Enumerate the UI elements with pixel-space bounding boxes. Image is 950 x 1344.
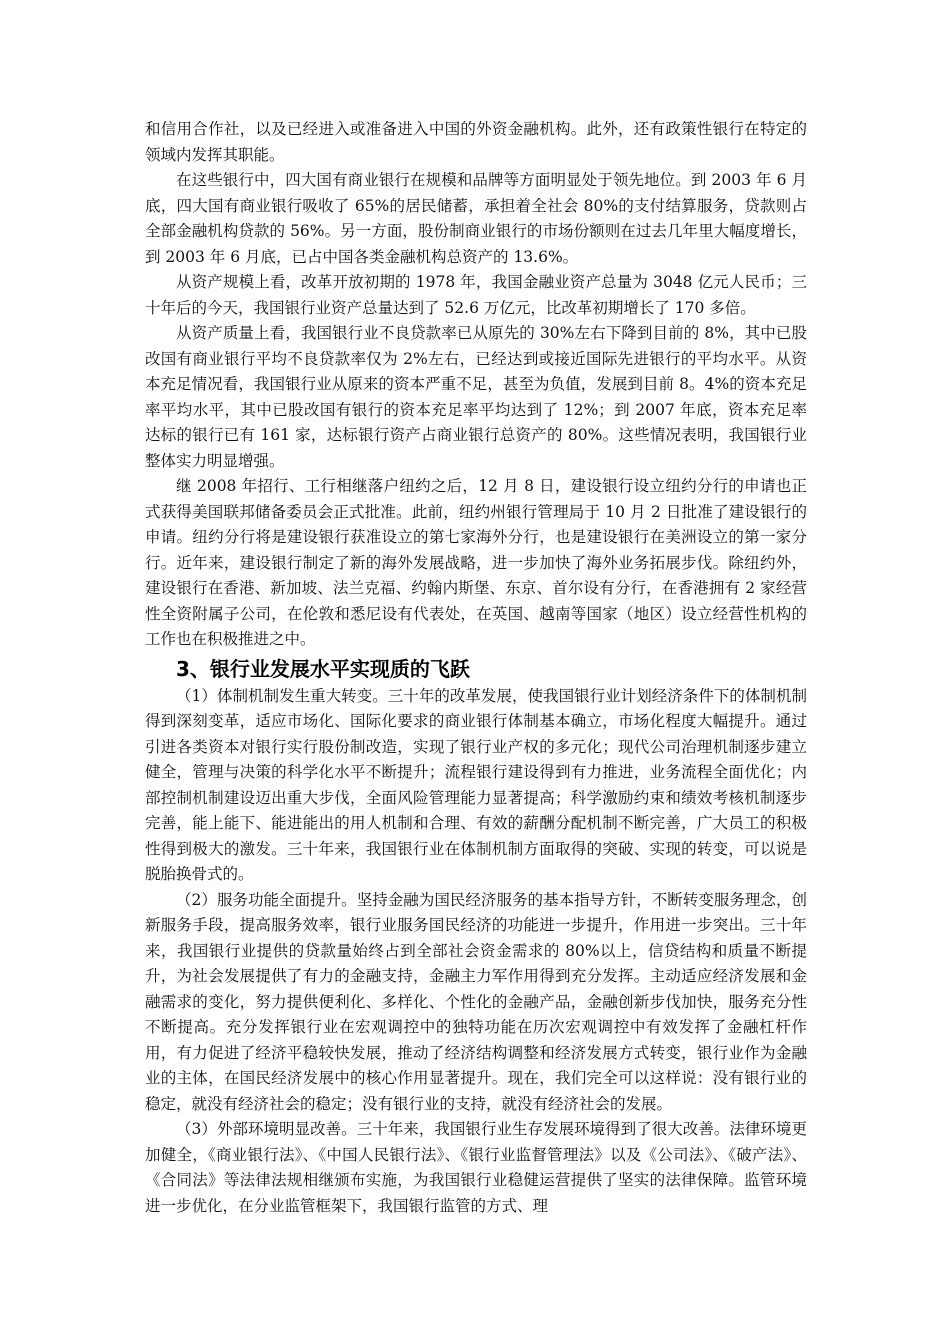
section-heading: 3、银行业发展水平实现质的飞跃 (176, 656, 470, 681)
paragraph-asset-quality: 从资产质量上看，我国银行业不良贷款率已从原先的 30%左右下降到目前的 8%，其中已股改国有商业银行平均不良贷款率仅为 2%左右，已经达到或接近国际先进银行的平均水平。从资本充足情况看，我国银行业从原来的资本严重不足，甚至为负值，发展到目前 8。4%的资本充足率平均水平，其中已股改国有银行的资本充足率平均达到了 12%；到 2007 年底，资本充足率达标的银行已有 161 家，达标银行资产占商业银行总资产的 80%。这些情况表明，我国银行业整体实力明显增强。 (145, 324, 807, 470)
paragraph-service-function: （2）服务功能全面提升。坚持金融为国民经济服务的基本指导方针，不断转变服务理念，创新服务手段，提高服务效率，银行业服务国民经济的功能进一步提升，作用进一步突出。三十年来，我国银行业提供的贷款量始终占到全部社会资金需求的 80%以上，信贷结构和质量不断提升，为社会发展提供了有力的金融支持，金融主力军作用得到充分发挥。主动适应经济发展和金融需求的变化，努力提供便利化、多样化、个性化的金融产品，金融创新步伐加快，服务充分性不断提高。充分发挥银行业在宏观调控中的独特功能在历次宏观调控中有效发挥了金融杠杆作用，有力促进了经济平稳较快发展，推动了经济结构调整和经济发展方式转变，银行业作为金融业的主体，在国民经济发展中的核心作用显著提升。现在，我们完全可以这样说：没有银行业的稳定，就没有经济社会的稳定；没有银行业的支持，就没有经济社会的发展。 (145, 890, 807, 1113)
paragraph-external-environment: （3）外部环境明显改善。三十年来，我国银行业生存发展环境得到了很大改善。法律环境更加健全，《商业银行法》、《中国人民银行法》、《银行业监督管理法》以及《公司法》、《破产法》、《合同法》等法律法规相继颁布实施，为我国银行业稳健运营提供了坚实的法律保障。监管环境进一步优化，在分业监管框架下，我国银行监管的方式、理 (145, 1120, 807, 1215)
paragraph-ccb-new-york: 继 2008 年招行、工行相继落户纽约之后，12 月 8 日，建设银行设立纽约分行的申请也正式获得美国联邦储备委员会正式批准。此前，纽约州银行管理局于 10 月 2 日批准了建设银行的申请。纽约分行将是建设银行获准设立的第七家海外分行，也是建设银行在美洲设立的第一家分行。近年来，建设银行制定了新的海外发展战略，进一步加快了海外业务拓展步伐。除纽约外，建设银行在香港、新加坡、法兰克福、约翰内斯堡、东京、首尔设有分行，在香港拥有 2 家经营性全资附属子公司，在伦敦和悉尼设有代表处，在英国、越南等国家（地区）设立经营性机构的工作也在积极推进之中。 (145, 477, 807, 648)
document-body (145, 117, 807, 1219)
paragraph-asset-scale: 从资产规模上看，改革开放初期的 1978 年，我国金融业资产总量为 3048 亿元人民币；三十年后的今天，我国银行业资产总量达到了 52.6 万亿元，比改革初期增长了 170 多倍。 (145, 273, 807, 317)
paragraph-continuation: 和信用合作社，以及已经进入或准备进入中国的外资金融机构。此外，还有政策性银行在特定的领域内发挥其职能。 (145, 120, 807, 164)
paragraph-big-four-banks: 在这些银行中，四大国有商业银行在规模和品牌等方面明显处于领先地位。到 2003 年 6 月底，四大国有商业银行吸收了 65%的居民储蓄，承担着全社会 80%的支付结算服务，贷款则占全部金融机构贷款的 56%。另一方面，股份制商业银行的市场份额则在过去几年里大幅度增长，到 2003 年 6 月底，已占中国各类金融机构总资产的 13.6%。 (145, 171, 807, 266)
paragraph-institutional-change: （1）体制机制发生重大转变。三十年的改革发展，使我国银行业计划经济条件下的体制机制得到深刻变革，适应市场化、国际化要求的商业银行体制基本确立，市场化程度大幅提升。通过引进各类资本对银行实行股份制改造，实现了银行业产权的多元化；现代公司治理机制逐步建立健全，管理与决策的科学化水平不断提升；流程银行建设得到有力推进，业务流程全面优化；内部控制机制建设迈出重大步伐，全面风险管理能力显著提高；科学激励约束和绩效考核机制逐步完善，能上能下、能进能出的用人机制和合理、有效的薪酬分配机制不断完善，广大员工的积极性得到极大的激发。三十年来，我国银行业在体制机制方面取得的突破、实现的转变，可以说是脱胎换骨式的。 (145, 686, 807, 883)
